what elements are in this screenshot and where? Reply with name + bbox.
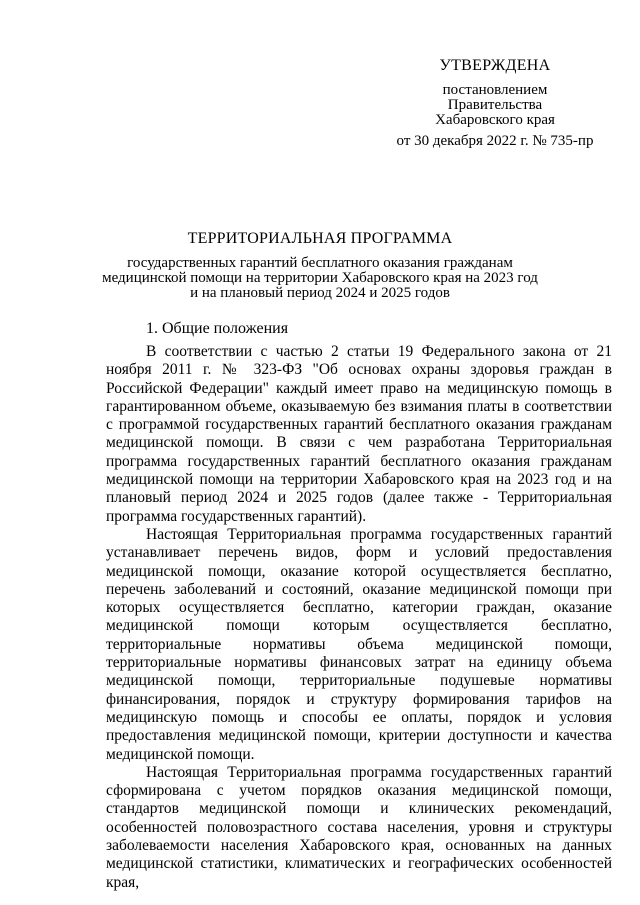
program-title: ТЕРРИТОРИАЛЬНАЯ ПРОГРАММА bbox=[187, 230, 453, 247]
program-subtitle-line-1: государственных гарантий бесплатного оказания гражданам bbox=[127, 255, 513, 271]
approval-block bbox=[360, 58, 630, 149]
paragraph-2: Настоящая Территориальная программа государственных гарантий устанавливает перечень видов, форм и условий предоставления медицинской помощи, оказание которой осуществляется бесплатно, перечень заболеваний и состояний, оказание медицинской помощи при которых осуществляется бесплатно, категории граждан, оказание медицинской помощи которым осуществляется бесплатно, территориальные нормативы объема медицинской помощи, территориальные нормативы финансовых затрат на единицу объема медицинской помощи, территориальные подушевые нормативы финансирования, порядок и структуру формирования тарифов на медицинскую помощь и способы ее оплаты, порядок и условия предоставления медицинской помощи, критерии доступности и качества медицинской помощи. bbox=[106, 525, 612, 763]
program-subtitle-line-3: и на плановый период 2024 и 2025 годов bbox=[190, 285, 450, 301]
section-body bbox=[106, 343, 612, 892]
approval-line-2: Правительства bbox=[447, 97, 543, 113]
approval-heading: УТВЕРЖДЕНА bbox=[439, 57, 551, 74]
program-title-block bbox=[40, 230, 600, 301]
paragraph-3: Настоящая Территориальная программа государственных гарантий сформирована с учетом порядков оказания медицинской помощи, стандартов медицинской помощи и клинических рекомендаций, особенностей половозрастного состава населения, уровня и структуры заболеваемости населения Хабаровского края, основанных на данных медицинской статистики, климатических и географических особенностей края, bbox=[106, 763, 612, 891]
paragraph-1: В соответствии с частью 2 статьи 19 Федерального закона от 21 ноября 2011 г. № 323-ФЗ "Об основах охраны здоровья граждан в Российской Федерации" каждый имеет право на медицинскую помощь в гарантированном объеме, оказываемую без взимания платы в соответствии с программой государственных гарантий бесплатного оказания гражданам медицинской помощи. В связи с чем разработана Территориальная программа государственных гарантий бесплатного оказания гражданам медицинской помощи на территории Хабаровского края на 2023 год и на плановый период 2024 и 2025 годов (далее также - Территориальная программа государственных гарантий). bbox=[106, 343, 612, 525]
program-subtitle-line-2: медицинской помощи на территории Хабаровского края на 2023 год bbox=[102, 270, 538, 286]
approval-line-1: постановлением bbox=[442, 82, 548, 98]
approval-date: от 30 декабря 2022 г. № 735-пр bbox=[396, 133, 594, 149]
section-heading: 1. Общие положения bbox=[146, 320, 289, 337]
approval-line-3: Хабаровского края bbox=[435, 112, 555, 128]
